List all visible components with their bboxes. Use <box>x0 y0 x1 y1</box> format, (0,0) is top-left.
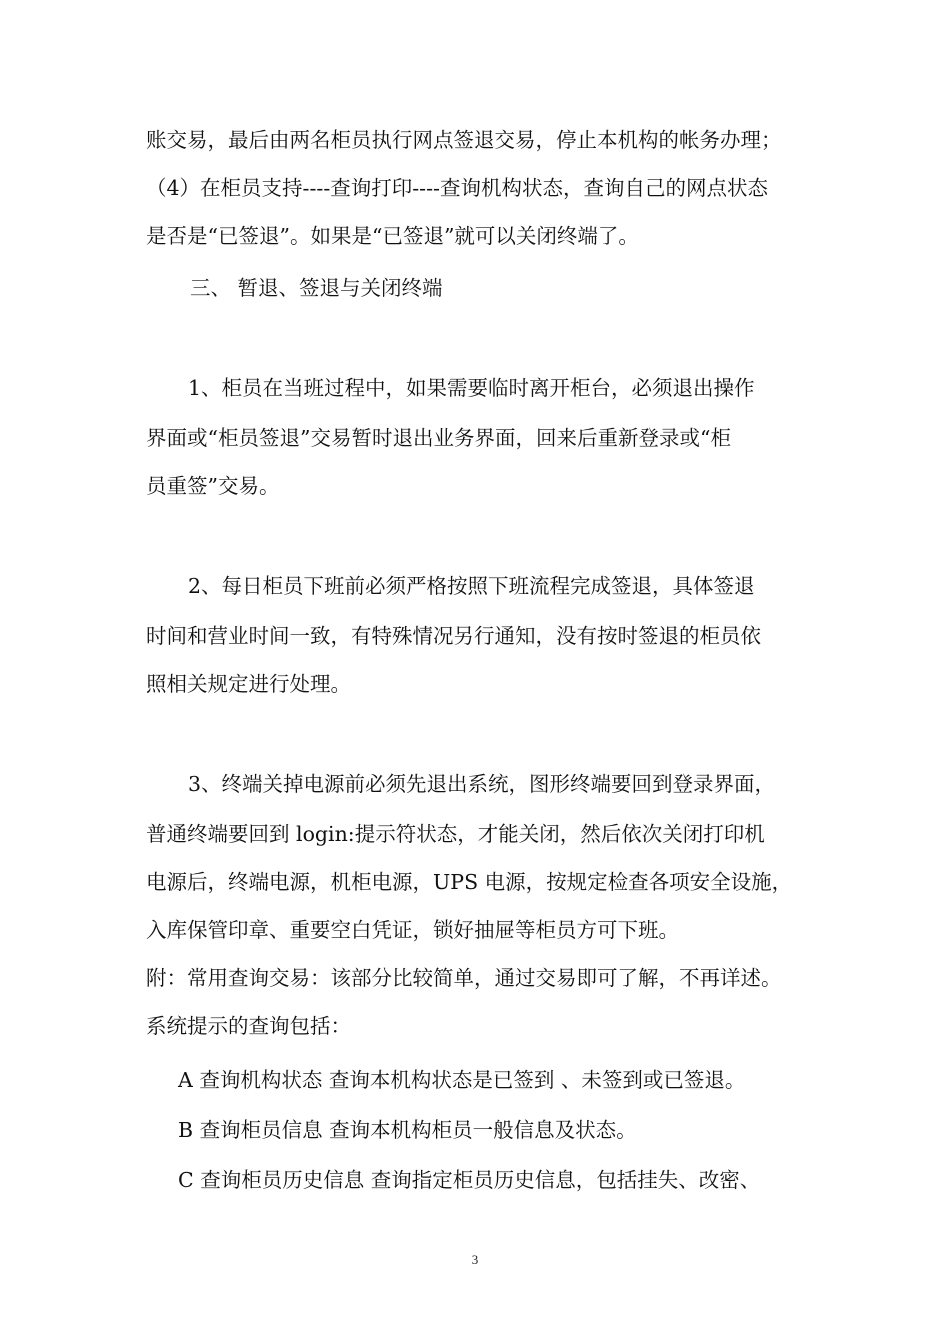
text-line-13: 电源后，终端电源，机柜电源，UPS 电源，按规定检查各项安全设施， <box>146 870 793 894</box>
query-item-c: C 查询柜员历史信息 查询指定柜员历史信息，包括挂失、改密、 <box>178 1168 761 1192</box>
text-line-7: 员重签”交易。 <box>146 474 280 498</box>
text-line-8: 2、每日柜员下班前必须严格按照下班流程完成签退，具体签退 <box>188 574 755 598</box>
section-heading: 三、 暂退、签退与关闭终端 <box>190 276 443 300</box>
text-line-3: 是否是“已签退”。如果是“已签退”就可以关闭终端了。 <box>146 224 639 248</box>
text-line-12: 普通终端要回到 login:提示符状态，才能关闭，然后依次关闭打印机 <box>146 822 765 846</box>
text-line-1: 账交易，最后由两名柜员执行网点签退交易，停止本机构的帐务办理； <box>146 128 782 152</box>
text-line-5: 1、柜员在当班过程中，如果需要临时离开柜台，必须退出操作 <box>188 376 755 400</box>
text-line-10: 照相关规定进行处理。 <box>146 672 351 696</box>
page-number: 3 <box>471 1252 479 1267</box>
text-line-9: 时间和营业时间一致，有特殊情况另行通知，没有按时签退的柜员依 <box>146 624 761 648</box>
query-item-b: B 查询柜员信息 查询本机构柜员一般信息及状态。 <box>178 1118 637 1142</box>
text-line-11: 3、终端关掉电源前必须先退出系统，图形终端要回到登录界面， <box>188 772 776 796</box>
text-line-16: 系统提示的查询包括： <box>146 1014 351 1038</box>
text-line-2: （4）在柜员支持----查询打印----查询机构状态，查询自己的网点状态 <box>146 176 768 200</box>
text-line-14: 入库保管印章、重要空白凭证，锁好抽屉等柜员方可下班。 <box>146 918 679 942</box>
query-item-a: A 查询机构状态 查询本机构状态是已签到 、未签到或已签退。 <box>178 1068 746 1092</box>
text-line-15: 附：常用查询交易：该部分比较简单，通过交易即可了解，不再详述。 <box>146 966 782 990</box>
text-line-6: 界面或“柜员签退”交易暂时退出业务界面，回来后重新登录或“柜 <box>146 426 731 450</box>
